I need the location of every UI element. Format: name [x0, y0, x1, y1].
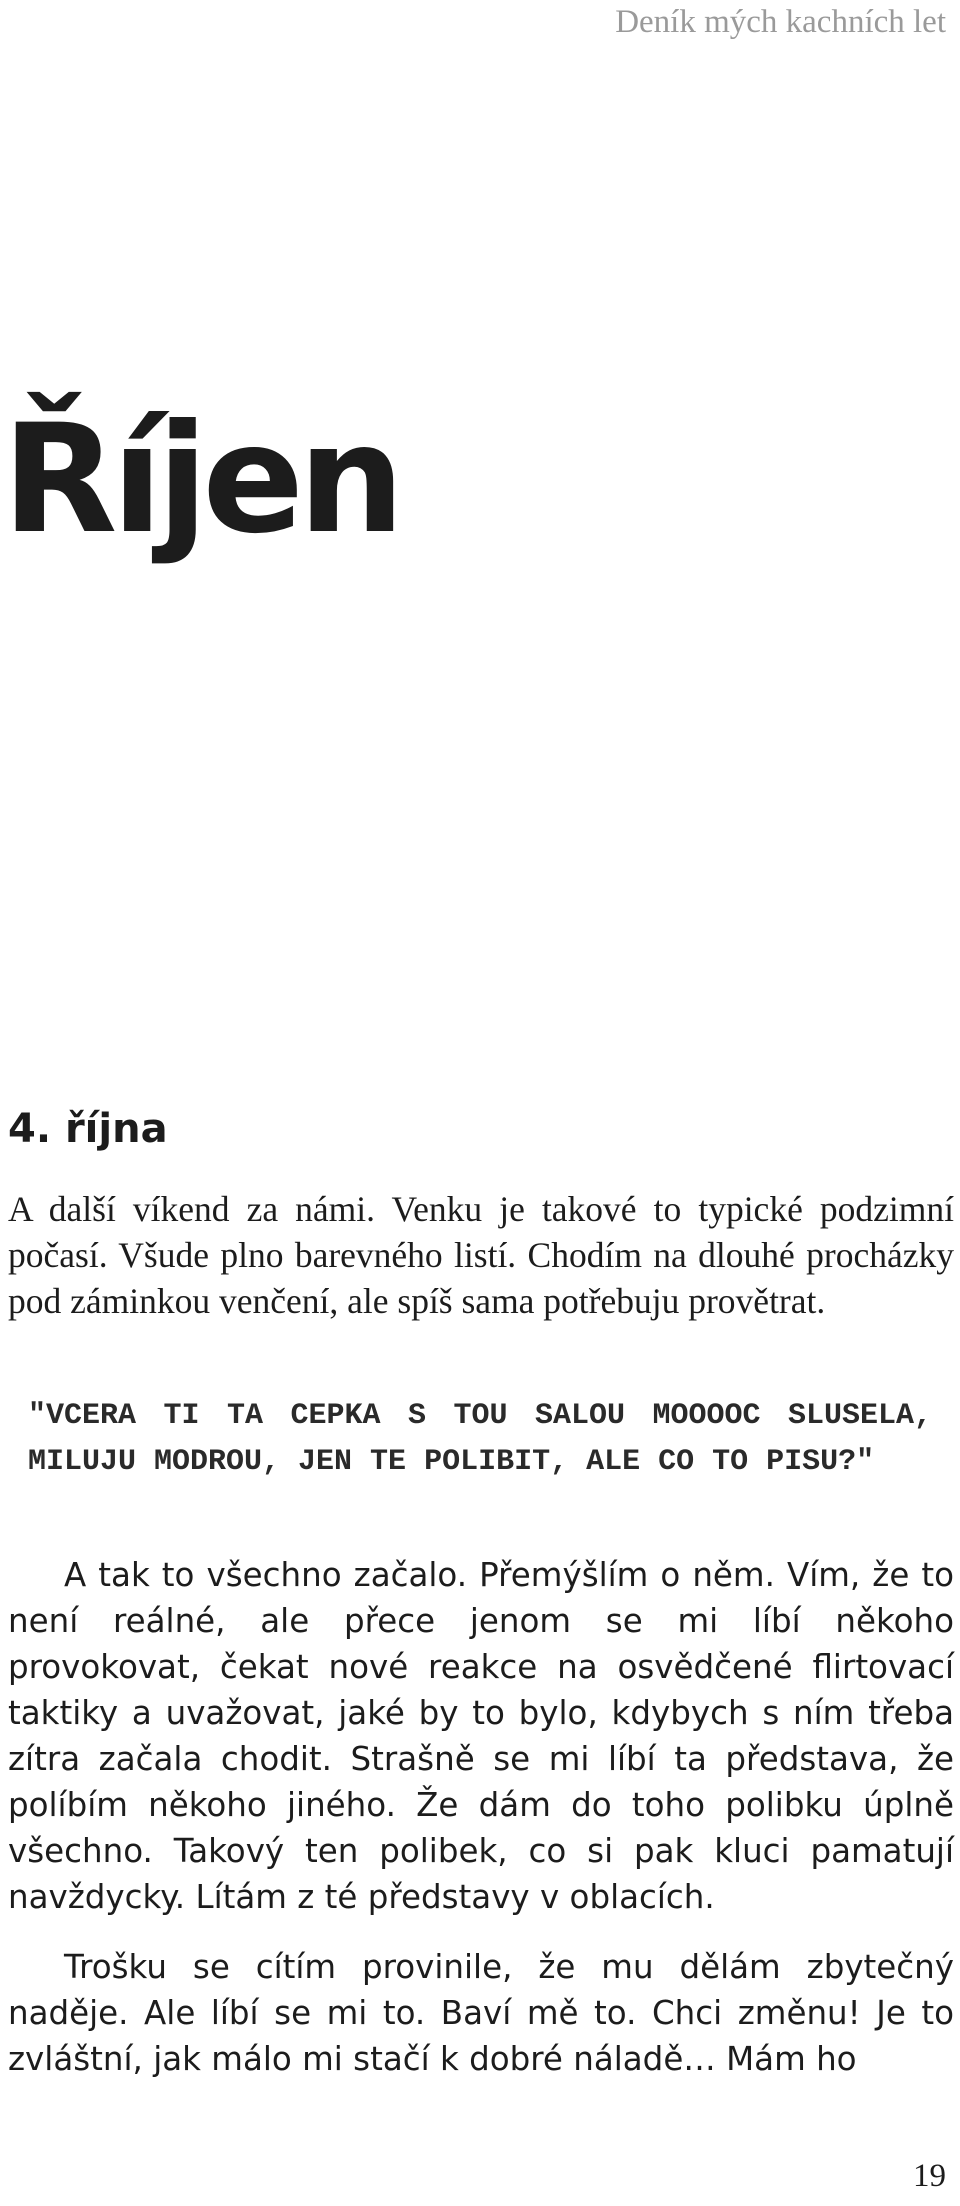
- entry-date: 4. října: [8, 1106, 168, 1152]
- sms-quote: "VCERA TI TA CEPKA S TOU SALOU MOOOOC SLUSELA, MILUJU MODROU, JEN TE POLIBIT, ALE CO TO PISU?": [28, 1399, 932, 1479]
- paragraph-2: A tak to všechno začalo. Přemýšlím o něm. Vím, že to není reálné, ale přece jenom se mi líbí někoho provokovat, čekat nové reakce na osvědčené flirtovací taktiky a uvažovat, jaké by to bylo, kdybych s ním třeba zítra začala chodit. Strašně se mi líbí ta představa, že políbím někoho jiného. Že dám do toho polibku úplně všechno. Takový ten polibek, co si pak kluci pamatují navždycky. Lítám z té představy v oblacích.: [8, 1556, 954, 1916]
- paragraph-1: A další víkend za námi. Venku je takové to typické podzimní počasí. Všude plno barevného listí. Chodím na dlouhé procházky pod záminkou venčení, ale spíš sama potřebuju provětrat.: [8, 1189, 954, 1321]
- paragraph-3: Trošku se cítím provinile, že mu dělám zbytečný naděje. Ale líbí se mi to. Baví mě to. Chci změnu! Je to zvláštní, jak málo mi stačí k dobré náladě… Mám ho: [8, 1948, 954, 2078]
- running-header: Deník mých kachních let: [615, 4, 946, 40]
- chapter-title: Říjen: [2, 393, 399, 567]
- page-number: 19: [913, 2158, 946, 2194]
